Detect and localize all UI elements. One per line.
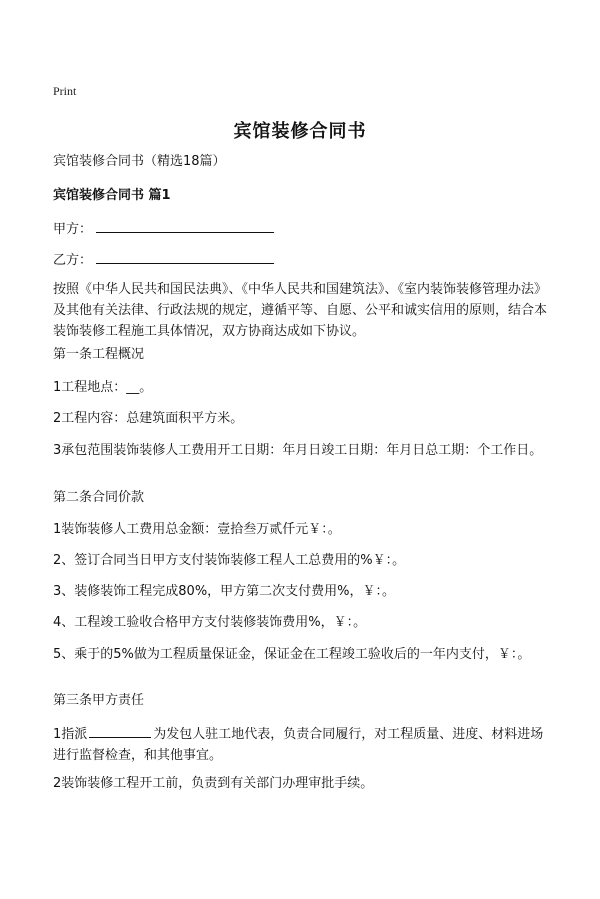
article2-item4: 4、工程竣工验收合格甲方支付装修装饰费用%，￥：。 — [53, 615, 367, 630]
article3-heading: 第三条甲方责任 — [53, 693, 145, 708]
article2-heading: 第二条合同价款 — [53, 490, 145, 505]
party-b-blank — [96, 249, 274, 264]
document-subtitle: 宾馆装修合同书（精选18篇） — [53, 154, 226, 169]
intro-paragraph: 按照《中华人民共和国民法典》、《中华人民共和国建筑法》、《室内装饰装修管理办法》及其他有关法律、行政法规的规定，遵循平等、自愿、公平和诚实信用的原则，结合本装饰装修工程施工具体情况，双方协商达成如下协议。 — [53, 282, 548, 339]
party-a-label: 甲方： — [53, 222, 93, 237]
article1-item1: 1工程地点：__。 — [53, 380, 153, 395]
party-a-blank — [96, 218, 274, 233]
document-title: 宾馆装修合同书 — [233, 121, 367, 142]
representative-blank — [89, 723, 151, 738]
article3-item1-rest: 为发包人驻工地代表，负责合同履行，对工程质量、进度、材料进场进行监督检查，和其他事宜。 — [53, 727, 544, 763]
article1-item3: 3承包范围装饰装修人工费用开工日期：年月日竣工日期：年月日总工期：个工作日。 — [53, 443, 543, 458]
article1-item2: 2工程内容：总建筑面积平方米。 — [53, 411, 244, 426]
article2-item3: 3、装修装饰工程完成80%，甲方第二次支付费用%，￥：。 — [53, 584, 396, 599]
article2-item1: 1装饰装修人工费用总金额：壹拾叁万贰仟元￥：。 — [53, 522, 341, 537]
print-link[interactable]: Print — [53, 84, 77, 98]
party-b-label: 乙方： — [53, 253, 93, 268]
article3-item1 — [53, 723, 548, 766]
party-b-line — [53, 249, 553, 271]
article3-item2: 2装饰装修工程开工前，负责到有关部门办理审批手续。 — [53, 776, 374, 791]
section-heading: 宾馆装修合同书 篇1 — [53, 188, 171, 203]
article2-item2: 2、签订合同当日甲方支付装饰装修工程人工总费用的%￥：。 — [53, 553, 406, 568]
article1-heading: 第一条工程概况 — [53, 347, 145, 362]
article2-item5: 5、乘于的5%做为工程质量保证金，保证金在工程竣工验收后的一年内支付，￥：。 — [53, 647, 531, 662]
article3-item1-prefix: 1指派 — [53, 727, 88, 742]
party-a-line — [53, 218, 553, 240]
